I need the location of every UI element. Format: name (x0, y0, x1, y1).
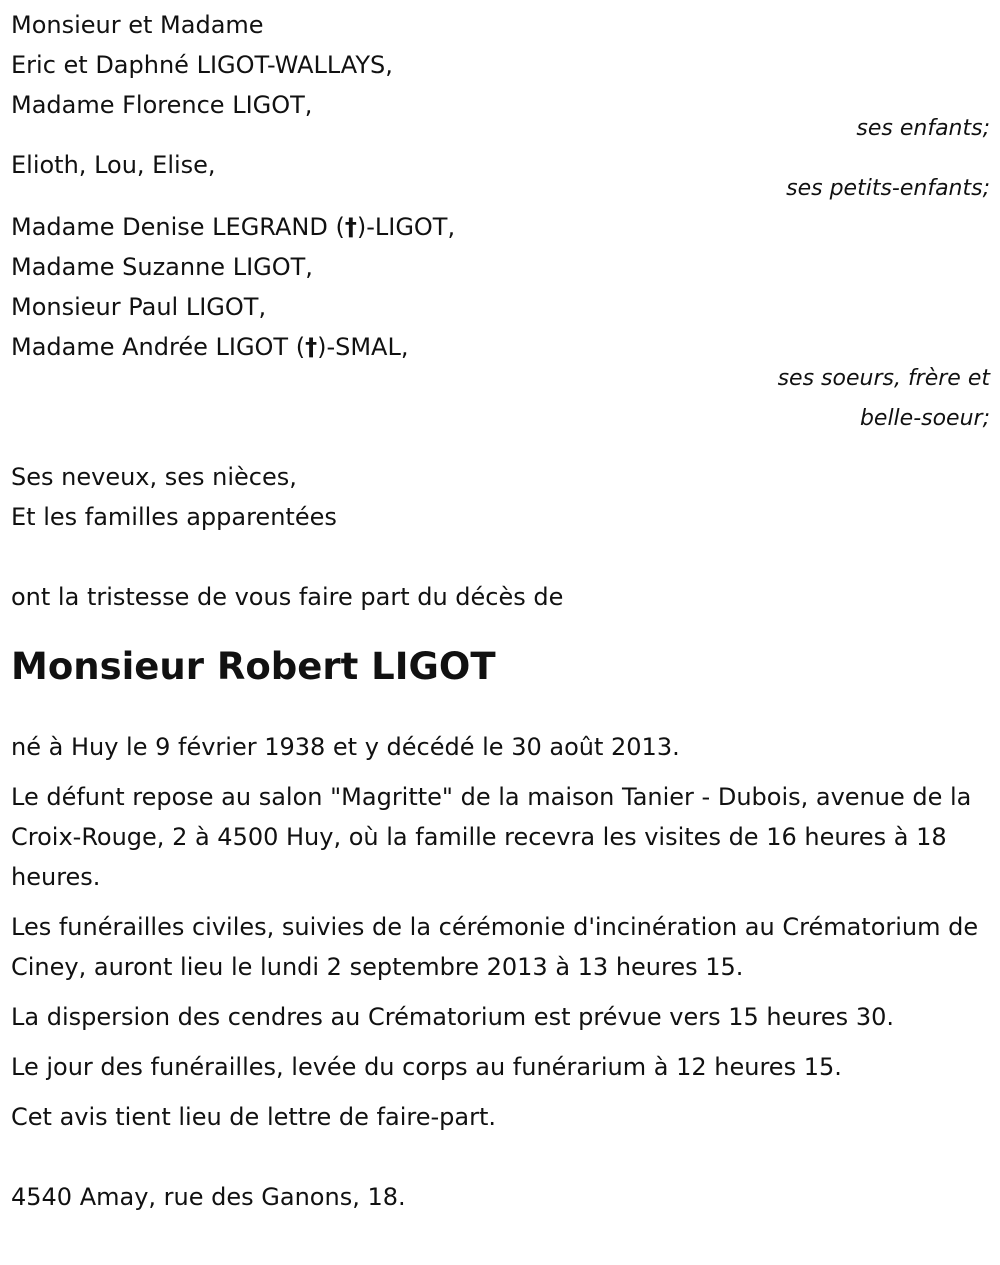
grandchildren-block (11, 145, 990, 209)
address: 4540 Amay, rue des Ganons, 18. (11, 1183, 406, 1211)
paragraph: La dispersion des cendres au Crématorium est prévue vers 15 heures 30. (11, 1003, 894, 1031)
siblings-block (11, 207, 990, 439)
cross-icon: † (344, 213, 357, 241)
relation-label-children: ses enfants; (856, 116, 990, 141)
relation-label-siblings: ses soeurs, frère et (777, 366, 990, 391)
others-block (11, 457, 990, 537)
paragraph: Le défunt repose au salon "Magritte" de la maison Tanier - Dubois, avenue de la Croix-Rouge, 2 à 4500 Huy, où la famille recevra les visites de 16 heures à 18 heures. (11, 783, 972, 891)
relation-label-siblings: belle-soeur; (859, 406, 990, 431)
sibling-name-part: Madame Andrée LIGOT ( (11, 333, 306, 361)
paragraph: né à Huy le 9 février 1938 et y décédé le 30 août 2013. (11, 733, 680, 761)
announcement-text: ont la tristesse de vous faire part du décès de (11, 583, 564, 611)
sibling-line: Madame Suzanne LIGOT, (11, 253, 313, 281)
sibling-line: Monsieur Paul LIGOT, (11, 293, 267, 321)
others-line: Et les familles apparentées (11, 503, 337, 531)
paragraph: Cet avis tient lieu de lettre de faire-part. (11, 1103, 496, 1131)
deceased-name: Monsieur Robert LIGOT (11, 645, 496, 688)
children-block (11, 0, 990, 149)
paragraph: Le jour des funérailles, levée du corps au funérarium à 12 heures 15. (11, 1053, 842, 1081)
children-line: Eric et Daphné LIGOT-WALLAYS, (11, 51, 393, 79)
children-line: Madame Florence LIGOT, (11, 91, 313, 119)
paragraph: Les funérailles civiles, suivies de la cérémonie d'incinération au Crématorium de Ciney, auront lieu le lundi 2 septembre 2013 à 13 heures 15. (11, 913, 979, 981)
sibling-name-part: )-SMAL, (317, 333, 409, 361)
children-line: Monsieur et Madame (11, 11, 264, 39)
details-block (11, 727, 990, 1137)
sibling-name-part: Madame Denise LEGRAND ( (11, 213, 345, 241)
sibling-line (11, 207, 990, 247)
others-line: Ses neveux, ses nièces, (11, 463, 297, 491)
sibling-name-part: )-LIGOT, (356, 213, 456, 241)
cross-icon: † (305, 333, 318, 361)
relation-label-grandchildren: ses petits-enfants; (786, 176, 990, 201)
grandchildren-line: Elioth, Lou, Elise, (11, 151, 216, 179)
